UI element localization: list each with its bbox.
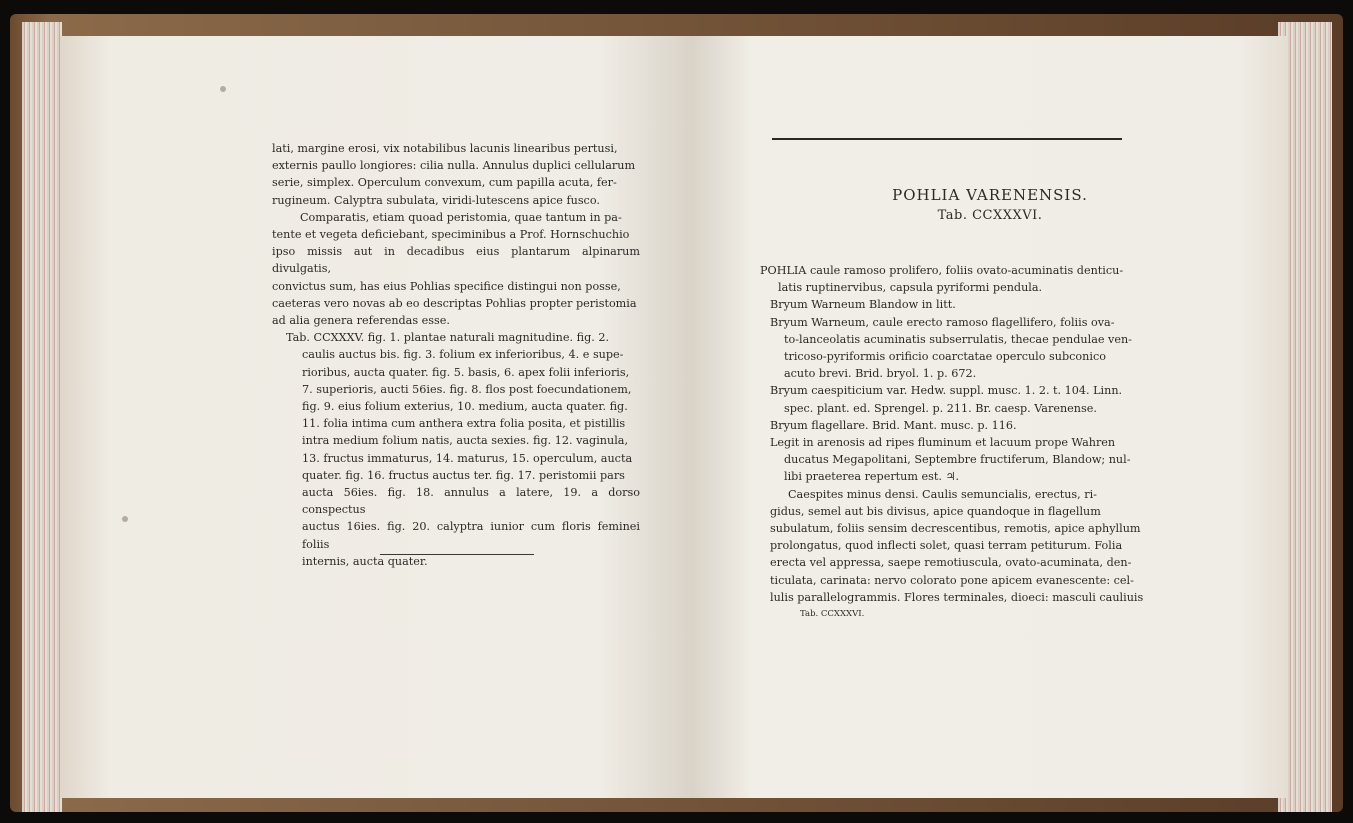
text-line: Bryum caespiticium var. Hedw. suppl. musc. 1. 2. t. 104. Linn. (770, 384, 1123, 398)
text-line: 11. folia intima cum anthera extra folia posita, et pistillis (302, 417, 626, 431)
left-page-text (272, 140, 640, 570)
text-line: caulis auctus bis. fig. 3. folium ex inferioribus, 4. e supe- (302, 348, 624, 362)
text-line: latis ruptinervibus, capsula pyriformi pendula. (778, 281, 1043, 295)
paper-spot (220, 86, 226, 92)
text-line: lati, margine erosi, vix notabilibus lacunis linearibus pertusi, (272, 142, 618, 155)
text-line: Tab. CCXXXV. fig. 1. plantae naturali magnitudine. fig. 2. (286, 331, 610, 345)
text-line: tente et vegeta deficiebant, speciminibus a Prof. Hornschuchio (272, 228, 630, 242)
paper-spot (122, 516, 128, 522)
text-line: externis paullo longiores: cilia nulla. Annulus duplici cellularum (272, 159, 636, 173)
right-page (692, 36, 1288, 798)
book (10, 14, 1343, 812)
text-line: Bryum Warneum Blandow in litt. (770, 298, 956, 312)
text-line: Caespites minus densi. Caulis semuncialis, erectus, ri- (788, 487, 1097, 501)
catchword-footer: Tab. CCXXXVI. (800, 609, 865, 620)
text-line: intra medium folium natis, aucta sexies. fig. 12. vaginula, (302, 434, 629, 448)
text-line: ducatus Megapolitani, Septembre fructiferum, Blandow; nul- (784, 453, 1131, 467)
text-line: POHLIA caule ramoso prolifero, foliis ovato-acuminatis denticu- (760, 264, 1124, 277)
text-line: ipso missis aut in decadibus eius plantarum alpinarum divulgatis, (272, 245, 640, 276)
text-line: ticulata, carinata: nervo colorato pone apicem evanescente: cel- (770, 573, 1134, 587)
text-line: lulis parallelogrammis. Flores terminales, dioeci: masculi cauliuis (770, 590, 1144, 604)
plate-number: Tab. CCXXXVI. (937, 208, 1043, 223)
text-line: Comparatis, etiam quoad peristomia, quae tantum in pa- (300, 210, 622, 224)
text-line: libi praeterea repertum est. ♃. (784, 470, 960, 484)
text-line: to-lanceolatis acuminatis subserrulatis, thecae pendulae ven- (784, 332, 1132, 346)
text-line: quater. fig. 16. fructus auctus ter. fig. 17. peristomii pars (302, 468, 625, 482)
text-line: 13. fructus immaturus, 14. maturus, 15. operculum, aucta (302, 451, 633, 465)
text-line: Bryum flagellare. Brid. Mant. musc. p. 116. (770, 418, 1017, 432)
section-divider (380, 554, 534, 555)
header-rule (772, 138, 1122, 140)
text-line: aucta 56ies. fig. 18. annulus a latere, 19. a dorso conspectus (302, 486, 640, 517)
text-line: prolongatus, quod inflecti solet, quasi terram petiturum. Folia (770, 539, 1123, 553)
text-line: auctus 16ies. fig. 20. calyptra iunior cum floris feminei foliis (302, 520, 640, 551)
text-line: rugineum. Calyptra subulata, viridi-lutescens apice fusco. (272, 193, 600, 207)
text-line: acuto brevi. Brid. bryol. 1. p. 672. (784, 367, 977, 381)
left-page-edges (22, 22, 62, 812)
left-page (60, 36, 692, 798)
right-page-text (760, 262, 1170, 623)
text-line: internis, aucta quater. (302, 554, 428, 568)
text-line: subulatum, foliis sensim decrescentibus, remotis, apice aphyllum (770, 522, 1141, 536)
text-line: gidus, semel aut bis divisus, apice quandoque in flagellum (770, 504, 1101, 518)
text-line: rioribus, aucta quater. fig. 5. basis, 6. apex folii inferioris, (302, 365, 630, 379)
text-line: caeteras vero novas ab eo descriptas Pohlias propter peristomia (272, 296, 637, 310)
text-line: ad alia genera referendas esse. (272, 314, 450, 328)
text-line: tricoso-pyriformis orificio coarctatae operculo subconico (784, 350, 1106, 364)
text-line: erecta vel appressa, saepe remotiuscula, ovato-acuminata, den- (770, 556, 1132, 570)
species-title: POHLIA VARENENSIS. (892, 186, 1088, 204)
text-line: serie, simplex. Operculum convexum, cum papilla acuta, fer- (272, 176, 617, 190)
text-line: spec. plant. ed. Sprengel. p. 211. Br. caesp. Varenense. (784, 401, 1097, 415)
text-line: Bryum Warneum, caule erecto ramoso flagellifero, foliis ova- (770, 315, 1115, 329)
text-line: convictus sum, has eius Pohlias specifice distingui non posse, (272, 279, 621, 293)
text-line: Legit in arenosis ad ripes fluminum et lacuum prope Wahren (770, 436, 1116, 450)
text-line: 7. superioris, aucti 56ies. fig. 8. flos post foecundationem, (302, 382, 632, 396)
text-line: fig. 9. eius folium exterius, 10. medium, aucta quater. fig. (302, 400, 628, 414)
